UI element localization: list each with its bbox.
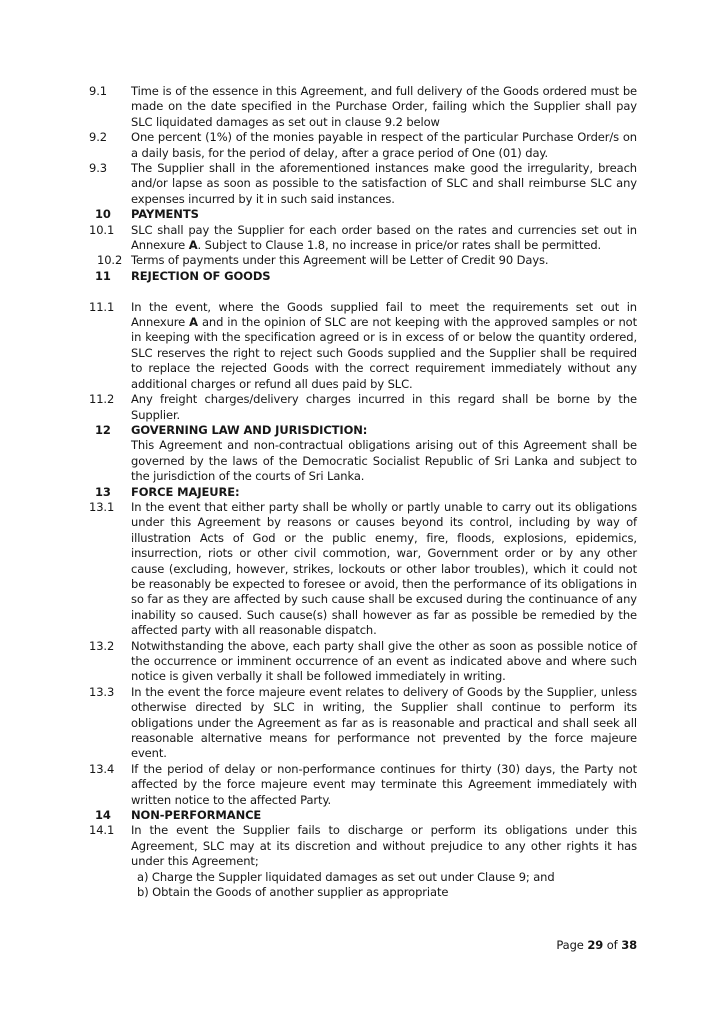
clause-number: 9.1	[89, 84, 107, 98]
clause-9.2	[89, 130, 637, 161]
footer-page-total: 38	[621, 938, 637, 952]
clause-text: If the period of delay or non-performance continues for thirty (30) days, the Party not affected by the force majeure event may terminate this Agreement immediately with written notice to the affected Party.	[131, 761, 637, 807]
clause-9.1	[89, 84, 637, 130]
clause-number: 10	[95, 207, 111, 222]
clause-13.2	[89, 639, 637, 685]
clause-text: FORCE MAJEURE:	[131, 484, 240, 499]
clause-10	[89, 207, 637, 222]
clause-number: 11.2	[89, 392, 115, 407]
clause-text: Notwithstanding the above, each party shall give the other as soon as possible notice of the occurrence or imminent occurrence of an event as indicated above and where such notice is given verbally it shall be followed immediately in writing.	[131, 638, 637, 684]
clause-14	[89, 808, 637, 823]
clause-text: The Supplier shall in the aforementioned instances make good the irregularity, breach and/or lapse as soon as possible to the satisfaction of SLC and shall reimburse SLC any expenses incurred by it in such said instances.	[131, 161, 637, 206]
clause-number: 13	[95, 484, 111, 499]
clause-13.1	[89, 500, 637, 639]
clause-number: 13.3	[89, 684, 115, 699]
clause-10.1	[89, 223, 637, 254]
clause-number: 10.2	[97, 253, 123, 268]
clause-number: 11.1	[89, 299, 115, 314]
clause-text: This Agreement and non-contractual obligations arising out of this Agreement shall be governed by the laws of the Democratic Socialist Republic of Sri Lanka and subject to the jurisdiction of the courts of Sri Lanka.	[131, 438, 637, 484]
clause-text: SLC shall pay the Supplier for each order based on the rates and currencies set out in Annexure A. Subject to Clause 1.8, no increase in price/or rates shall be permitted.	[131, 222, 637, 253]
clause-number: 9.2	[89, 130, 107, 145]
clause-number: 9.3	[89, 161, 107, 176]
blank-line	[89, 284, 637, 299]
clause-number: 12	[95, 422, 111, 437]
clause-number: 11	[95, 268, 111, 283]
clause-14.1	[89, 823, 637, 869]
footer-of-label: of	[606, 938, 618, 952]
clause-number: 13.1	[89, 499, 115, 514]
footer-page-number: 29	[587, 938, 604, 952]
clause-text: In the event the force majeure event relates to delivery of Goods by the Supplier, unless otherwise directed by SLC in writing, the Supplier shall continue to perform its obligations under the Agreement as far as is reasonable and practical and shall seek all reasonable alternative means for performance not prevented by the force majeure event.	[131, 684, 637, 761]
clause-13	[89, 485, 637, 500]
page-footer	[89, 938, 637, 953]
clause-text: GOVERNING LAW AND JURISDICTION:	[131, 422, 368, 437]
clause-11.1	[89, 300, 637, 392]
clause-text: NON-PERFORMANCE	[131, 808, 262, 823]
clause-text: Time is of the essence in this Agreement, and full delivery of the Goods ordered must be made on the date specified in the Purchase Order, failing which the Supplier shall pay SLC liquidated damages as set out in clause 9.2 below	[131, 84, 637, 129]
clause-number: 14	[95, 808, 111, 823]
clause-number: 13.4	[89, 761, 115, 776]
clause-sub	[89, 885, 637, 900]
clause-number: 14.1	[89, 823, 115, 838]
clause-text: PAYMENTS	[131, 207, 199, 222]
clause-13.4	[89, 762, 637, 808]
clause-text: Terms of payments under this Agreement will be Letter of Credit 90 Days.	[131, 253, 549, 268]
clause-10.2	[89, 253, 637, 268]
clause-sub	[89, 870, 637, 885]
clause-text: In the event the Supplier fails to discharge or perform its obligations under this Agreement, SLC may at its discretion and without prejudice to any other rights it has under this Agreement;	[131, 823, 637, 869]
clause-text: In the event, where the Goods supplied fail to meet the requirements set out in Annexure A and in the opinion of SLC are not keeping with the approved samples or not in keeping with the specification agreed or is in excess of or below the quantity ordered, SLC reserves the right to reject such Goods supplied and the Supplier shall be required to replace the rejected Goods with the correct requirement immediately without any additional charges or refund all dues paid by SLC.	[131, 299, 638, 391]
clause-11	[89, 269, 637, 284]
clause-text: In the event that either party shall be wholly or partly unable to carry out its obligations under this Agreement by reasons or causes beyond its control, including by way of illustration Acts of God or the public enemy, fire, floods, explosions, epidemics, insurrection, riots or other civil commotion, war, Government order or by any other cause (excluding, however, strikes, lockouts or other labor troubles), which it could not be reasonably be expected to foresee or avoid, then the performance of its obligations in so far as they are affected by such cause shall be excused during the continuance of any inability so caused. Such cause(s) shall however as far as possible be remedied by the affected party with all reasonable dispatch.	[131, 499, 637, 638]
footer-page-label: Page	[556, 938, 584, 952]
clauses-container	[89, 84, 637, 901]
clause-text: REJECTION OF GOODS	[131, 268, 271, 283]
clause-number: 10.1	[89, 222, 115, 237]
clause-text: a) Charge the Suppler liquidated damages as set out under Clause 9; and	[137, 869, 555, 884]
clause-text: b) Obtain the Goods of another supplier as appropriate	[137, 885, 449, 900]
clause-13.3	[89, 685, 637, 762]
clause-12	[89, 423, 637, 438]
clause-9.3	[89, 161, 637, 207]
clause-text: One percent (1%) of the monies payable in respect of the particular Purchase Order/s on a daily basis, for the period of delay, after a grace period of One (01) day.	[131, 130, 637, 160]
clause-para	[89, 438, 637, 484]
clause-text: Any freight charges/delivery charges incurred in this regard shall be borne by the Supplier.	[131, 392, 637, 422]
clause-11.2	[89, 392, 637, 423]
clause-number: 13.2	[89, 638, 115, 653]
